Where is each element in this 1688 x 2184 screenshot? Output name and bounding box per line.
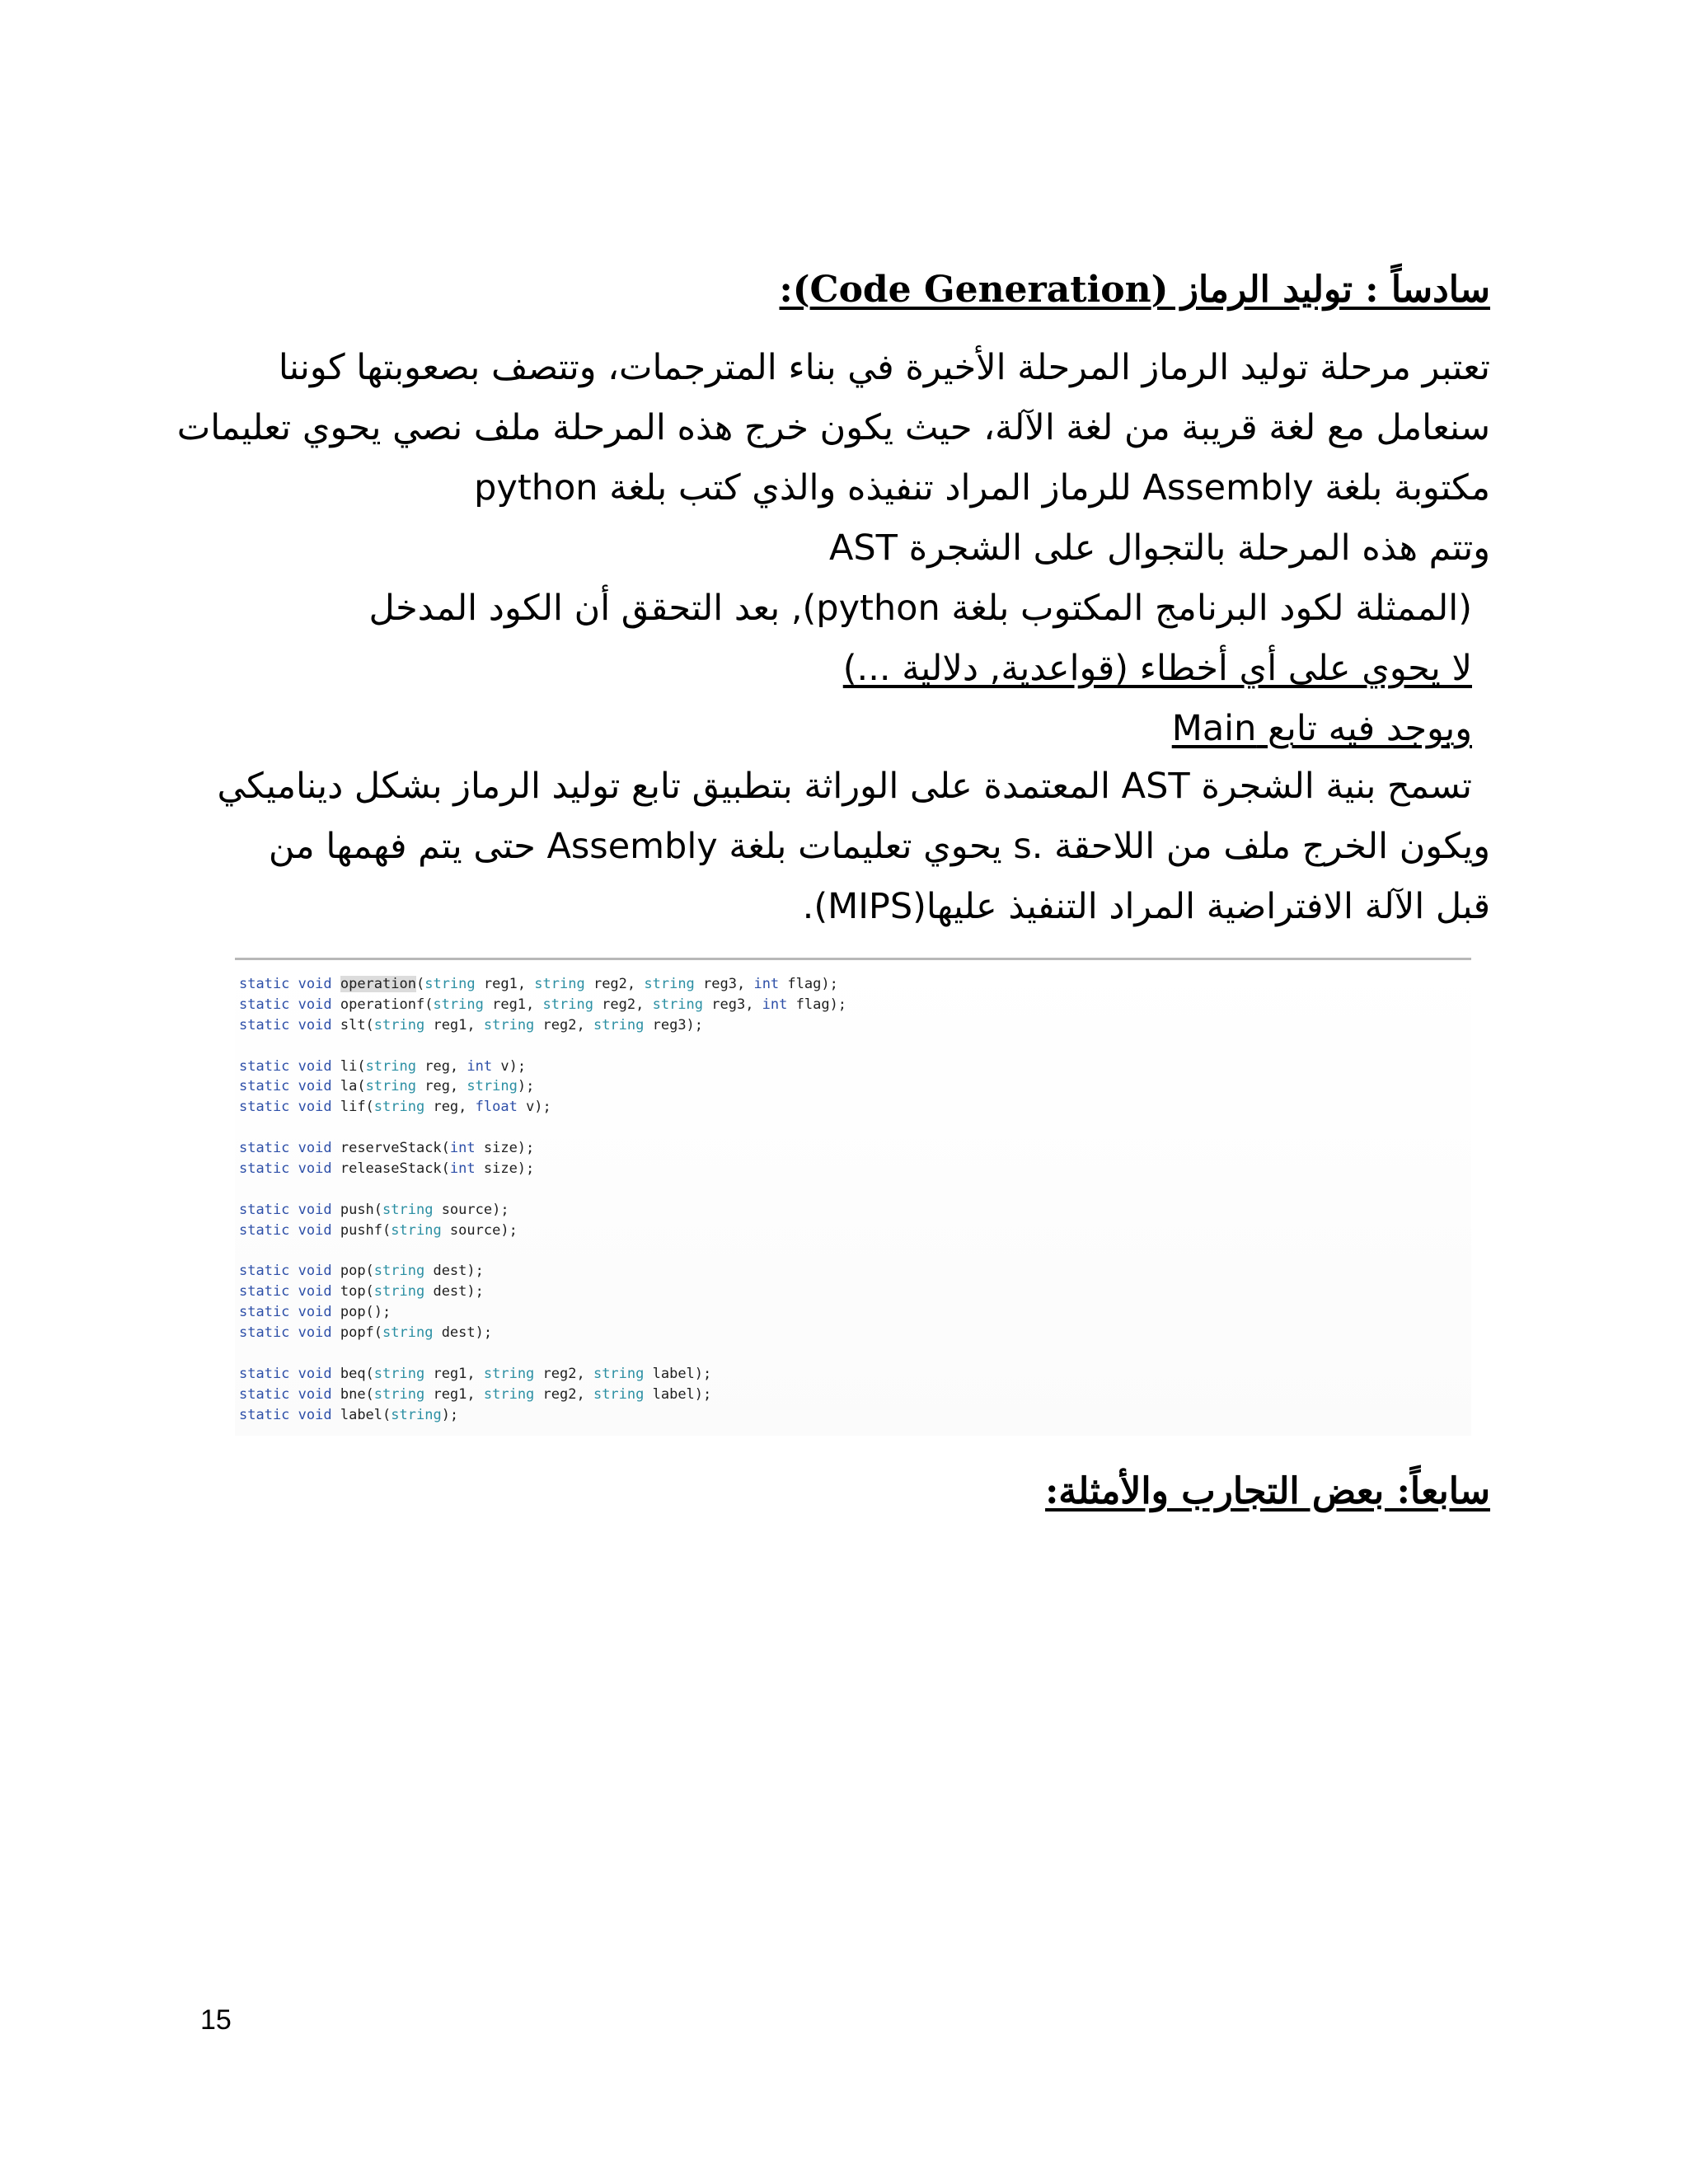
code-token: lif( [340,1099,374,1116]
code-type: string [467,1078,518,1095]
paragraph-line: تسمح بنية الشجرة AST المعتمدة على الوراثة بتطبيق تابع توليد الرماز بشكل ديناميكي [217,766,1472,807]
code-keyword: void [298,1283,340,1301]
code-line [239,1405,846,1426]
code-token: ( [415,976,425,992]
code-keyword: int [762,996,788,1013]
paragraph-line: ويكون الخرج ملف من اللاحقة .s يحوي تعليمات بلغة Assembly حتى يتم فهمها من [268,826,1490,867]
code-token: reg, [415,1057,467,1075]
code-blank-line [239,1241,846,1262]
code-token: push( [340,1201,383,1218]
code-listing [239,974,846,1426]
code-keyword: float [475,1099,518,1116]
code-token: pushf( [340,1221,392,1239]
code-token: v); [492,1057,527,1075]
code-line [239,1015,846,1036]
code-type: string [365,1078,416,1095]
paragraph-line: سنعامل مع لغة قريبة من لغة الآلة، حيث يكون خرج هذه المرحلة ملف نصي يحوي تعليمات [176,407,1490,448]
code-token: reg, [415,1078,467,1095]
code-type: string [483,1016,535,1033]
code-type: string [373,1263,425,1280]
code-token: flag); [787,996,847,1013]
code-token: reg1, [475,976,535,992]
code-type: string [391,1406,442,1423]
code-blank-line [239,1118,846,1138]
code-blank-line [239,1036,846,1057]
code-token: reg3); [644,1016,704,1033]
code-keyword: void [298,976,340,992]
code-token: ); [517,1078,535,1095]
code-token: dest); [424,1283,484,1301]
code-token: pop(); [340,1304,392,1321]
code-token: size); [475,1160,535,1178]
code-line [239,1385,846,1405]
code-token: reg2, [534,1016,593,1033]
code-line [239,1261,846,1282]
section-heading-experiments: سابعاً: بعض التجارب والأمثلة: [1045,1470,1490,1512]
code-line [239,1076,846,1097]
code-keyword: static [239,1057,298,1075]
code-type: string [534,976,585,992]
code-keyword: static [239,1365,298,1382]
code-keyword: void [298,1078,340,1095]
code-keyword: static [239,996,298,1013]
code-token: label); [644,1365,712,1382]
code-line [239,1282,846,1302]
code-keyword: static [239,1324,298,1342]
code-token: reg1, [424,1385,484,1403]
code-type: string [593,1385,645,1403]
underlined-text: ويوجد فيه تابع Main [1171,708,1472,749]
code-keyword: static [239,1304,298,1321]
code-keyword: void [298,996,340,1013]
code-line [239,1200,846,1221]
paragraph-line-underlined [188,699,1490,759]
code-type: string [593,1365,645,1382]
code-keyword: static [239,1221,298,1239]
code-blank-line [239,1343,846,1364]
code-line [239,1323,846,1343]
code-token: reg2, [593,996,653,1013]
paragraph-line: تعتبر مرحلة توليد الرماز المرحلة الأخيرة في بناء المترجمات، وتتصف بصعوبتها كوننا [278,347,1490,388]
code-type: string [593,1016,645,1033]
code-keyword: void [298,1201,340,1218]
section-heading-code-generation: سادساً : توليد الرماز (Code Generation): [779,269,1490,311]
code-keyword: void [298,1304,340,1321]
code-token: v); [517,1099,551,1116]
code-token: bne( [340,1385,374,1403]
code-line [239,1364,846,1385]
code-keyword: static [239,1078,298,1095]
code-type: string [483,1365,535,1382]
paragraph-line: (الممثلة لكود البرنامج المكتوب بلغة python), بعد التحقق أن الكود المدخل [368,588,1472,629]
code-token: reg1, [424,1016,484,1033]
page-number: 15 [200,2004,232,2036]
code-keyword: void [298,1365,340,1382]
code-top-border [235,958,1471,960]
code-token: reg2, [584,976,645,992]
code-line [239,1159,846,1179]
code-type: string [424,976,476,992]
code-type: string [391,1221,442,1239]
code-line [239,1097,846,1118]
code-token: label); [644,1385,712,1403]
code-token: size); [475,1140,535,1157]
code-type: string [483,1385,535,1403]
code-type: string [644,976,695,992]
code-token: source); [433,1201,509,1218]
code-keyword: static [239,1099,298,1116]
code-line [239,1138,846,1159]
code-keyword: int [449,1140,476,1157]
code-type: string [373,1099,425,1116]
code-token: label( [340,1406,392,1423]
code-type: string [373,1283,425,1301]
code-token: reg2, [534,1365,593,1382]
code-keyword: void [298,1099,340,1116]
code-keyword: void [298,1016,340,1033]
code-token: beq( [340,1365,374,1382]
code-keyword: void [298,1160,340,1178]
code-keyword: void [298,1221,340,1239]
code-blank-line [239,1179,846,1200]
code-token: dest); [433,1324,493,1342]
paragraph-line: مكتوبة بلغة Assembly للرماز المراد تنفيذه والذي كتب بلغة python [474,467,1490,509]
code-highlighted-token: operation [340,976,416,992]
code-line [239,1057,846,1077]
code-token: la( [340,1078,366,1095]
code-type: string [382,1201,434,1218]
code-keyword: static [239,1263,298,1280]
code-token: reg, [424,1099,476,1116]
code-keyword: void [298,1324,340,1342]
code-keyword: static [239,976,298,992]
code-keyword: static [239,1406,298,1423]
code-type: string [652,996,704,1013]
code-token: reg3, [703,996,762,1013]
code-keyword: void [298,1406,340,1423]
code-type: string [373,1365,425,1382]
code-token: ); [441,1406,459,1423]
code-type: string [382,1324,434,1342]
code-keyword: void [298,1140,340,1157]
code-token: reg2, [534,1385,593,1403]
code-token: releaseStack( [340,1160,450,1178]
code-token: pop( [340,1263,374,1280]
code-type: string [373,1385,425,1403]
code-token: reg1, [483,996,543,1013]
code-keyword: void [298,1263,340,1280]
code-line [239,1221,846,1241]
code-type: string [433,996,484,1013]
paragraph-line-underlined [188,639,1490,699]
code-token: source); [441,1221,518,1239]
code-token: top( [340,1283,374,1301]
code-token: reg3, [694,976,754,992]
code-keyword: int [467,1057,493,1075]
code-token: reserveStack( [340,1140,450,1157]
code-type: string [542,996,593,1013]
code-keyword: static [239,1385,298,1403]
underlined-text: لا يحوي على أي أخطاء (قواعدية, دلالية ...) [842,648,1472,689]
code-keyword: static [239,1283,298,1301]
code-token: reg1, [424,1365,484,1382]
paragraph-line: قبل الآلة الافتراضية المراد التنفيذ عليها(MIPS). [802,886,1490,927]
code-token: li( [340,1057,366,1075]
code-keyword: static [239,1016,298,1033]
code-keyword: static [239,1160,298,1178]
code-type: string [373,1016,425,1033]
code-token: popf( [340,1324,383,1342]
paragraph-line: وتتم هذه المرحلة بالتجوال على الشجرة AST [828,527,1490,569]
paragraph-ast-inheritance [188,757,1490,937]
code-token: operationf( [340,996,434,1013]
code-keyword: static [239,1140,298,1157]
code-keyword: void [298,1385,340,1403]
code-token: slt( [340,1016,374,1033]
code-keyword: int [753,976,780,992]
paragraph-code-generation-intro [176,338,1490,759]
code-type: string [365,1057,416,1075]
code-keyword: static [239,1201,298,1218]
code-keyword: int [449,1160,476,1178]
code-line [239,974,846,995]
code-line [239,995,846,1015]
code-token: dest); [424,1263,484,1280]
code-token: flag); [779,976,838,992]
code-screenshot [235,958,1471,1436]
code-keyword: void [298,1057,340,1075]
code-line [239,1302,846,1323]
